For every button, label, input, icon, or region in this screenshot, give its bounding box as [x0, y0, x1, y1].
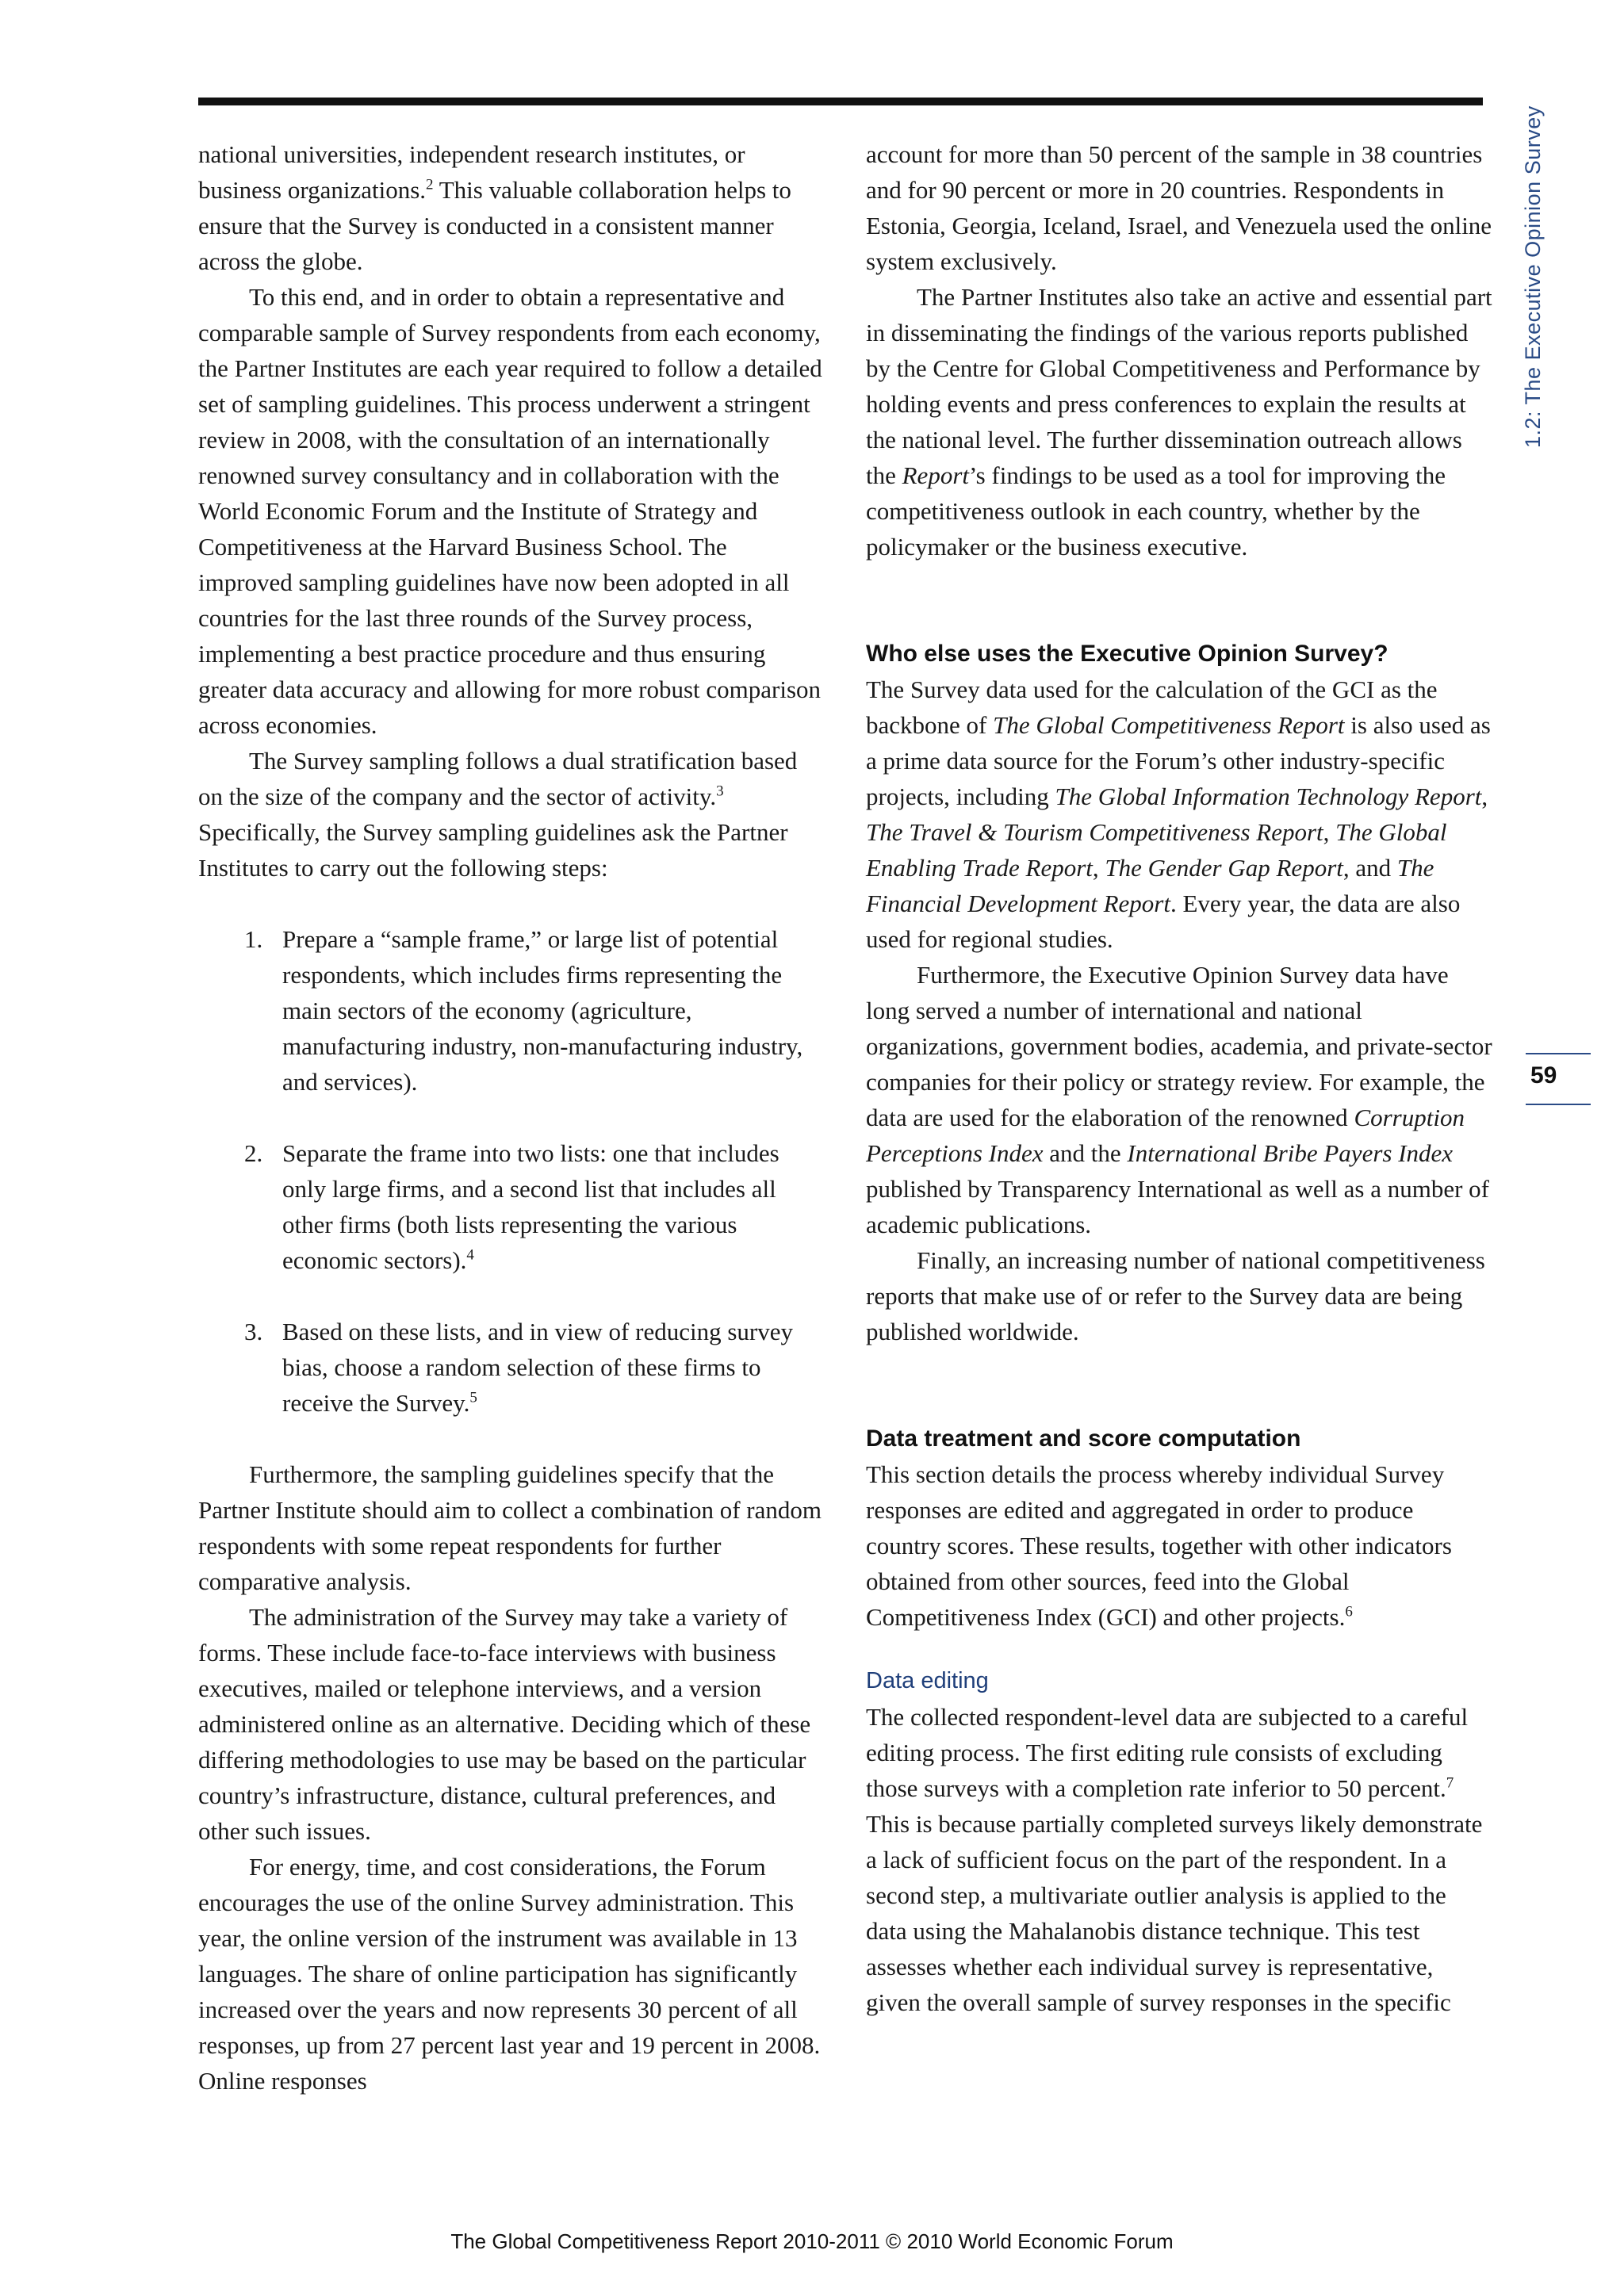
- subheading-data-editing: Data editing: [866, 1668, 989, 1693]
- list-item: [244, 1135, 825, 1278]
- right-column: [866, 136, 1492, 2020]
- page-footer: The Global Competitiveness Report 2010-2011 © 2010 World Economic Forum: [450, 2229, 1174, 2253]
- footnote-ref-3[interactable]: 3: [716, 783, 724, 800]
- spacer: [866, 1635, 1492, 1663]
- right-paragraph-2: The Partner Institutes also take an active and essential part in disseminating the findings of the various reports published by the Centre for Global Competitiveness and Performance by holding events and press conferences to explain the results at the national level. The further dissemination outreach allows the Report’s findings to be used as a tool for improving the competitiveness outlook in each country, whether by the policymaker or the business executive.: [866, 283, 1492, 561]
- page-number-rule-bottom: [1526, 1104, 1591, 1105]
- sampling-steps-list: [198, 921, 825, 1421]
- page-number-rule-top: [1526, 1053, 1591, 1054]
- left-paragraph-1: national universities, independent research institutes, or business organizations.$^2$ This valuable collaboration helps to ensure that the Survey is conducted in a consistent manner across the globe.: [198, 140, 791, 275]
- list-item-text: Prepare a “sample frame,” or large list of potential respondents, which includes firms representing the main sectors of the economy (agriculture, manufacturing industry, non-manufacturing industry, and services).: [282, 925, 803, 1096]
- spacer: [866, 1349, 1492, 1421]
- left-paragraph-4: Furthermore, the sampling guidelines specify that the Partner Institute should aim to collect a combination of random respondents with some repeat respondents for further comparative analysis.: [198, 1460, 822, 1595]
- left-paragraph-3: The Survey sampling follows a dual stratification based on the size of the company and the sector of activity.$^3$ Specifically, the Survey sampling guidelines ask the Partner Institutes to carry out the following steps:: [198, 747, 798, 882]
- right-paragraph-4: Furthermore, the Executive Opinion Survey data have long served a number of international and national organizations, government bodies, academia, and private-sector companies for their policy or strategy review. For example, the data are used for the elaboration of the renowned Corruption Perceptions Index and the International Bribe Payers Index published by Transparency International as well as a number of academic publications.: [866, 961, 1492, 1238]
- footnote-ref-2[interactable]: 2: [426, 176, 434, 193]
- list-item: [244, 921, 825, 1100]
- list-item-number: 2.: [244, 1139, 263, 1167]
- section-heading-data-treatment: Data treatment and score computation: [866, 1425, 1301, 1452]
- footnote-ref-6[interactable]: 6: [1345, 1603, 1353, 1621]
- footnote-ref-4[interactable]: 4: [466, 1246, 474, 1264]
- left-paragraph-6: For energy, time, and cost considerations, the Forum encourages the use of the online Survey administration. This year, the online version of the instrument was available in 13 languages. The share of online participation has significantly increased over the years and now represents 30 percent of all responses, up from 27 percent last year and 19 percent in 2008. Online responses: [198, 1853, 821, 2095]
- spacer: [866, 564, 1492, 636]
- list-item-text: Separate the frame into two lists: one that includes only large firms, and a second list that includes all other firms (both lists representing the various economic sectors).: [282, 1139, 779, 1274]
- left-column: [198, 136, 825, 2099]
- section-heading-who-else: Who else uses the Executive Opinion Survey?: [866, 641, 1388, 667]
- right-paragraph-1: account for more than 50 percent of the sample in 38 countries and for 90 percent or more in 20 countries. Respondents in Estonia, Georgia, Iceland, Israel, and Venezuela used the online system exclusively.: [866, 140, 1492, 275]
- right-paragraph-5: Finally, an increasing number of national competitiveness reports that make use of or refer to the Survey data are being published worldwide.: [866, 1246, 1485, 1345]
- left-paragraph-2: To this end, and in order to obtain a representative and comparable sample of Survey respondents from each economy, the Partner Institutes are each year required to follow a detailed set of sampling guidelines. This process underwent a stringent review in 2008, with the consultation of an internationally renowned survey consultancy and in collaboration with the World Economic Forum and the Institute of Strategy and Competitiveness at the Harvard Business School. The improved sampling guidelines have now been adopted in all countries for the last three rounds of the Survey process, implementing a best practice procedure and thus ensuring greater data accuracy and allowing for more robust comparison across economies.: [198, 283, 822, 739]
- right-paragraph-7: The collected respondent-level data are subjected to a careful editing process. The first editing rule consists of excluding those surveys with a completion rate inferior to 50 percent.$^7$ This is because partially completed surveys likely demonstrate a lack of sufficient focus on the part of the respondent. In a second step, a multivariate outlier analysis is applied to the data using the Mahalanobis distance technique. This test assesses whether each individual survey is representative, given the overall sample of survey responses in the specific: [866, 1703, 1483, 2016]
- right-paragraph-3: The Survey data used for the calculation of the GCI as the backbone of The Global Competitiveness Report is also used as a prime data source for the Forum’s other industry-specific projects, including The Global Information Technology Report, The Travel & Tourism Competitiveness Report, The Global Enabling Trade Report, The Gender Gap Report, and The Financial Development Report. Every year, the data are also used for regional studies.: [866, 675, 1491, 953]
- right-paragraph-6: This section details the process whereby individual Survey responses are edited and aggregated in order to produce country scores. These results, together with other indicators obtained from other sources, feed into the Global Competitiveness Index (GCI) and other projects.$^6$: [866, 1460, 1452, 1631]
- chapter-side-label: 1.2: The Executive Opinion Survey: [1521, 105, 1545, 448]
- top-rule: [198, 98, 1483, 105]
- list-item: [244, 1314, 825, 1421]
- list-item-number: 3.: [244, 1318, 263, 1345]
- list-item-number: 1.: [244, 925, 263, 953]
- left-paragraph-5: The administration of the Survey may take a variety of forms. These include face-to-face interviews with business executives, mailed or telephone interviews, and a version administered online as an alternative. Deciding which of these differing methodologies to use may be based on the particular country’s infrastructure, distance, cultural preferences, and other such issues.: [198, 1603, 811, 1845]
- footnote-ref-5[interactable]: 5: [469, 1389, 477, 1406]
- list-item-text: Based on these lists, and in view of reducing survey bias, choose a random selection of these firms to receive the Survey.: [282, 1318, 793, 1417]
- footnote-ref-7[interactable]: 7: [1446, 1774, 1454, 1792]
- page-number: 59: [1530, 1062, 1557, 1089]
